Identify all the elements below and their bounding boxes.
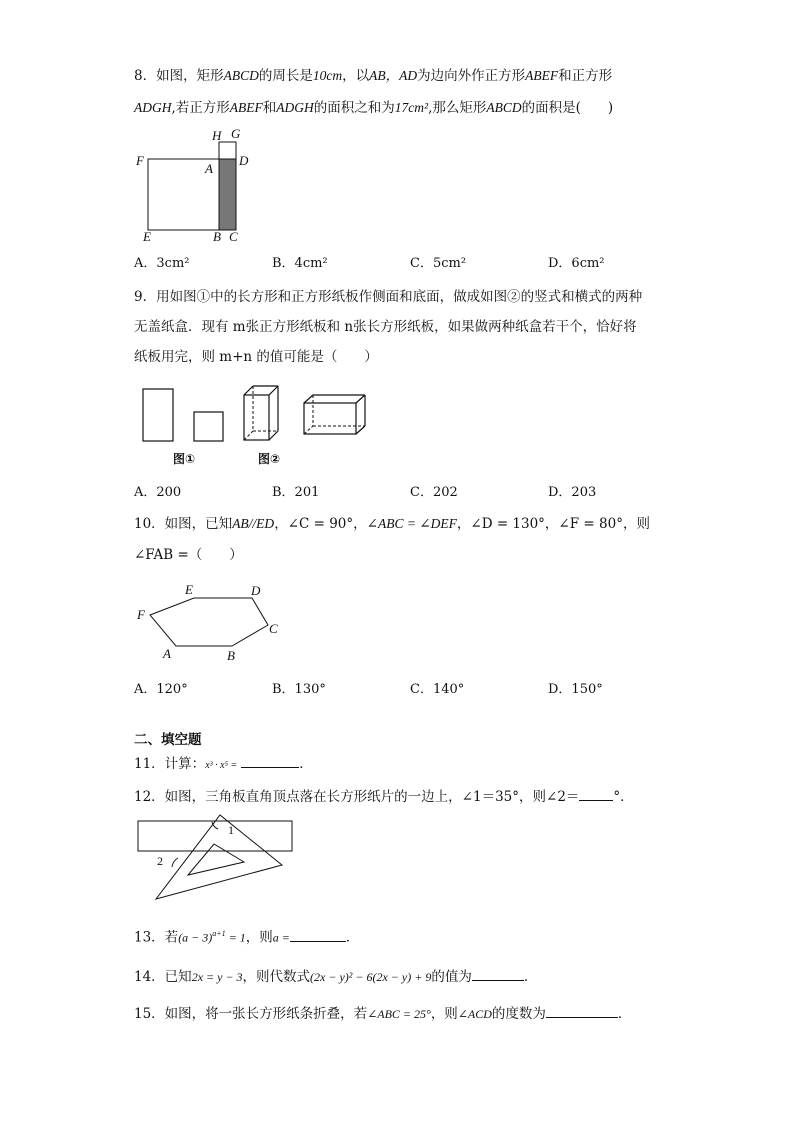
q10-label-f: F xyxy=(137,607,145,622)
q9-line3: 纸板用完，则 m+n 的值可能是（ ） xyxy=(134,349,378,365)
q10-label-c: C xyxy=(269,621,278,636)
q8-line1: 8．如图，矩形ABCD的周长是10cm，以AB，AD为边向外作正方形ABEF和正方形 xyxy=(134,68,613,84)
q8-label-d: D xyxy=(239,153,249,168)
q9-option-a[interactable]: A．200 xyxy=(134,485,182,500)
q9-option-b[interactable]: B．201 xyxy=(272,485,320,500)
vertical-box xyxy=(244,386,278,440)
q10-line1: 10．如图，已知AB//ED，∠C = 90°，∠ABC = ∠DEF，∠D = 130°，∠F = 80°，则 xyxy=(134,516,650,532)
section-heading: 二、填空题 xyxy=(134,732,202,748)
q8-label-a: A xyxy=(205,161,213,176)
q8-figure xyxy=(130,125,270,250)
q15-answer-blank[interactable] xyxy=(546,1003,618,1018)
q10-line2: ∠FAB =（ ） xyxy=(134,547,243,563)
q10-option-a[interactable]: A．120° xyxy=(134,682,188,697)
horizontal-box xyxy=(304,395,365,434)
q10-label-e: E xyxy=(185,582,193,597)
q8-label-f: F xyxy=(136,153,144,168)
q14-answer-blank[interactable] xyxy=(472,966,524,981)
q12-angle2-label: 2 xyxy=(157,854,163,868)
q8-label-h: H xyxy=(212,128,222,143)
q12-angle1-label: 1 xyxy=(228,823,234,837)
q8-line2: ADGH,若正方形ABEF和ADGH的面积之和为17cm²,那么矩形ABCD的面积是( ) xyxy=(134,100,614,116)
q12-figure xyxy=(136,815,301,905)
q10-option-d[interactable]: D．150° xyxy=(548,682,603,697)
q8-option-b[interactable]: B．4cm² xyxy=(272,256,328,271)
rectangle-board xyxy=(143,389,173,441)
q15-line: 15．如图，将一张长方形纸条折叠，若∠ABC = 25°，则∠ACD的度数为 ． xyxy=(134,1003,631,1023)
q9-fig1-caption: 图① xyxy=(173,452,196,466)
q9-option-d[interactable]: D．203 xyxy=(548,485,597,500)
q8-option-c[interactable]: C．5cm² xyxy=(410,256,467,271)
q9-figure xyxy=(138,383,378,468)
q11-answer-blank[interactable] xyxy=(241,753,299,768)
q10-label-a: A xyxy=(163,646,171,661)
q13-line: 13．若$(a - 3)^{a+1} = 1$，则a = ． xyxy=(134,925,359,947)
q10-option-b[interactable]: B．130° xyxy=(272,682,326,697)
q9-option-c[interactable]: C．202 xyxy=(410,485,458,500)
q8-label-e: E xyxy=(143,229,151,244)
q8-option-d[interactable]: D．6cm² xyxy=(548,256,605,271)
q12-answer-blank[interactable] xyxy=(579,786,613,801)
q12-line: 12．如图，三角板直角顶点落在长方形纸片的一边上，∠1＝35°，则∠2＝ °． xyxy=(134,786,634,806)
q13-answer-blank[interactable] xyxy=(290,927,346,942)
q11-line: 11．计算：x³ · x⁵ = ． xyxy=(134,753,313,775)
q9-line1: 9．用如图①中的长方形和正方形纸板作侧面和底面，做成如图②的竖式和横式的两种 xyxy=(134,289,643,305)
q14-line: 14．已知2x = y − 3，则代数式(2x − y)² − 6(2x − y) + 9的值为 ． xyxy=(134,966,537,986)
square-board xyxy=(194,412,223,441)
q10-label-b: B xyxy=(227,648,235,663)
q10-option-c[interactable]: C．140° xyxy=(410,682,465,697)
q9-line2: 无盖纸盒．现有 m张正方形纸板和 n张长方形纸板，如果做两种纸盒若干个，恰好将 xyxy=(134,319,637,335)
q8-option-a[interactable]: A．3cm² xyxy=(134,256,190,271)
q8-label-c: C xyxy=(229,229,238,244)
q10-label-d: D xyxy=(251,583,261,598)
q10-figure xyxy=(130,575,290,670)
q9-fig2-caption: 图② xyxy=(258,452,281,466)
q8-label-g: G xyxy=(231,126,241,141)
q8-label-b: B xyxy=(213,229,221,244)
